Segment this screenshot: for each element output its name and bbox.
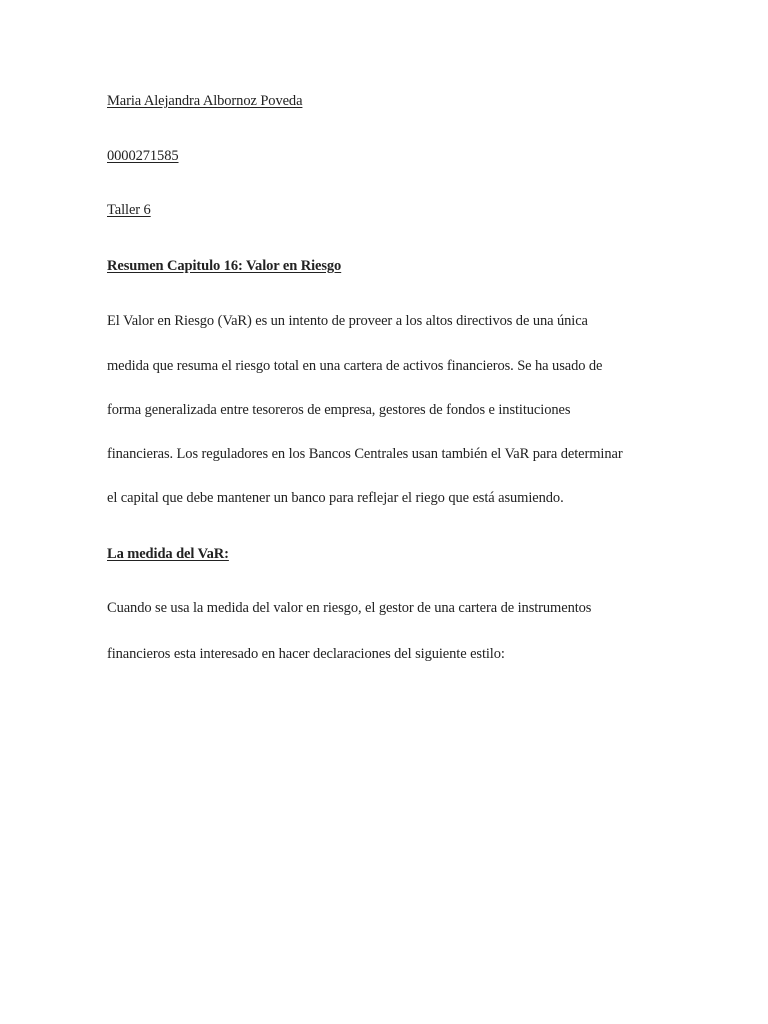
- paragraph-line: financieros esta interesado en hacer declaraciones del siguiente estilo:: [107, 646, 505, 662]
- paragraph-line: medida que resuma el riesgo total en una cartera de activos financieros. Se ha usado de: [107, 358, 603, 374]
- paragraph-line: Cuando se usa la medida del valor en riesgo, el gestor de una cartera de instrumentos: [107, 600, 592, 616]
- assignment-label: Taller 6: [107, 202, 151, 218]
- document-title: Resumen Capitulo 16: Valor en Riesgo: [107, 258, 342, 274]
- paragraph-line: el capital que debe mantener un banco para reflejar el riego que está asumiendo.: [107, 490, 564, 506]
- paragraph-line: El Valor en Riesgo (VaR) es un intento de proveer a los altos directivos de una única: [107, 313, 588, 329]
- paragraph-line: forma generalizada entre tesoreros de empresa, gestores de fondos e instituciones: [107, 402, 571, 418]
- paragraph-line: financieras. Los reguladores en los Bancos Centrales usan también el VaR para determinar: [107, 446, 623, 462]
- student-id: 0000271585: [107, 148, 179, 164]
- author-name: Maria Alejandra Albornoz Poveda: [107, 93, 303, 109]
- section-heading: La medida del VaR:: [107, 546, 229, 562]
